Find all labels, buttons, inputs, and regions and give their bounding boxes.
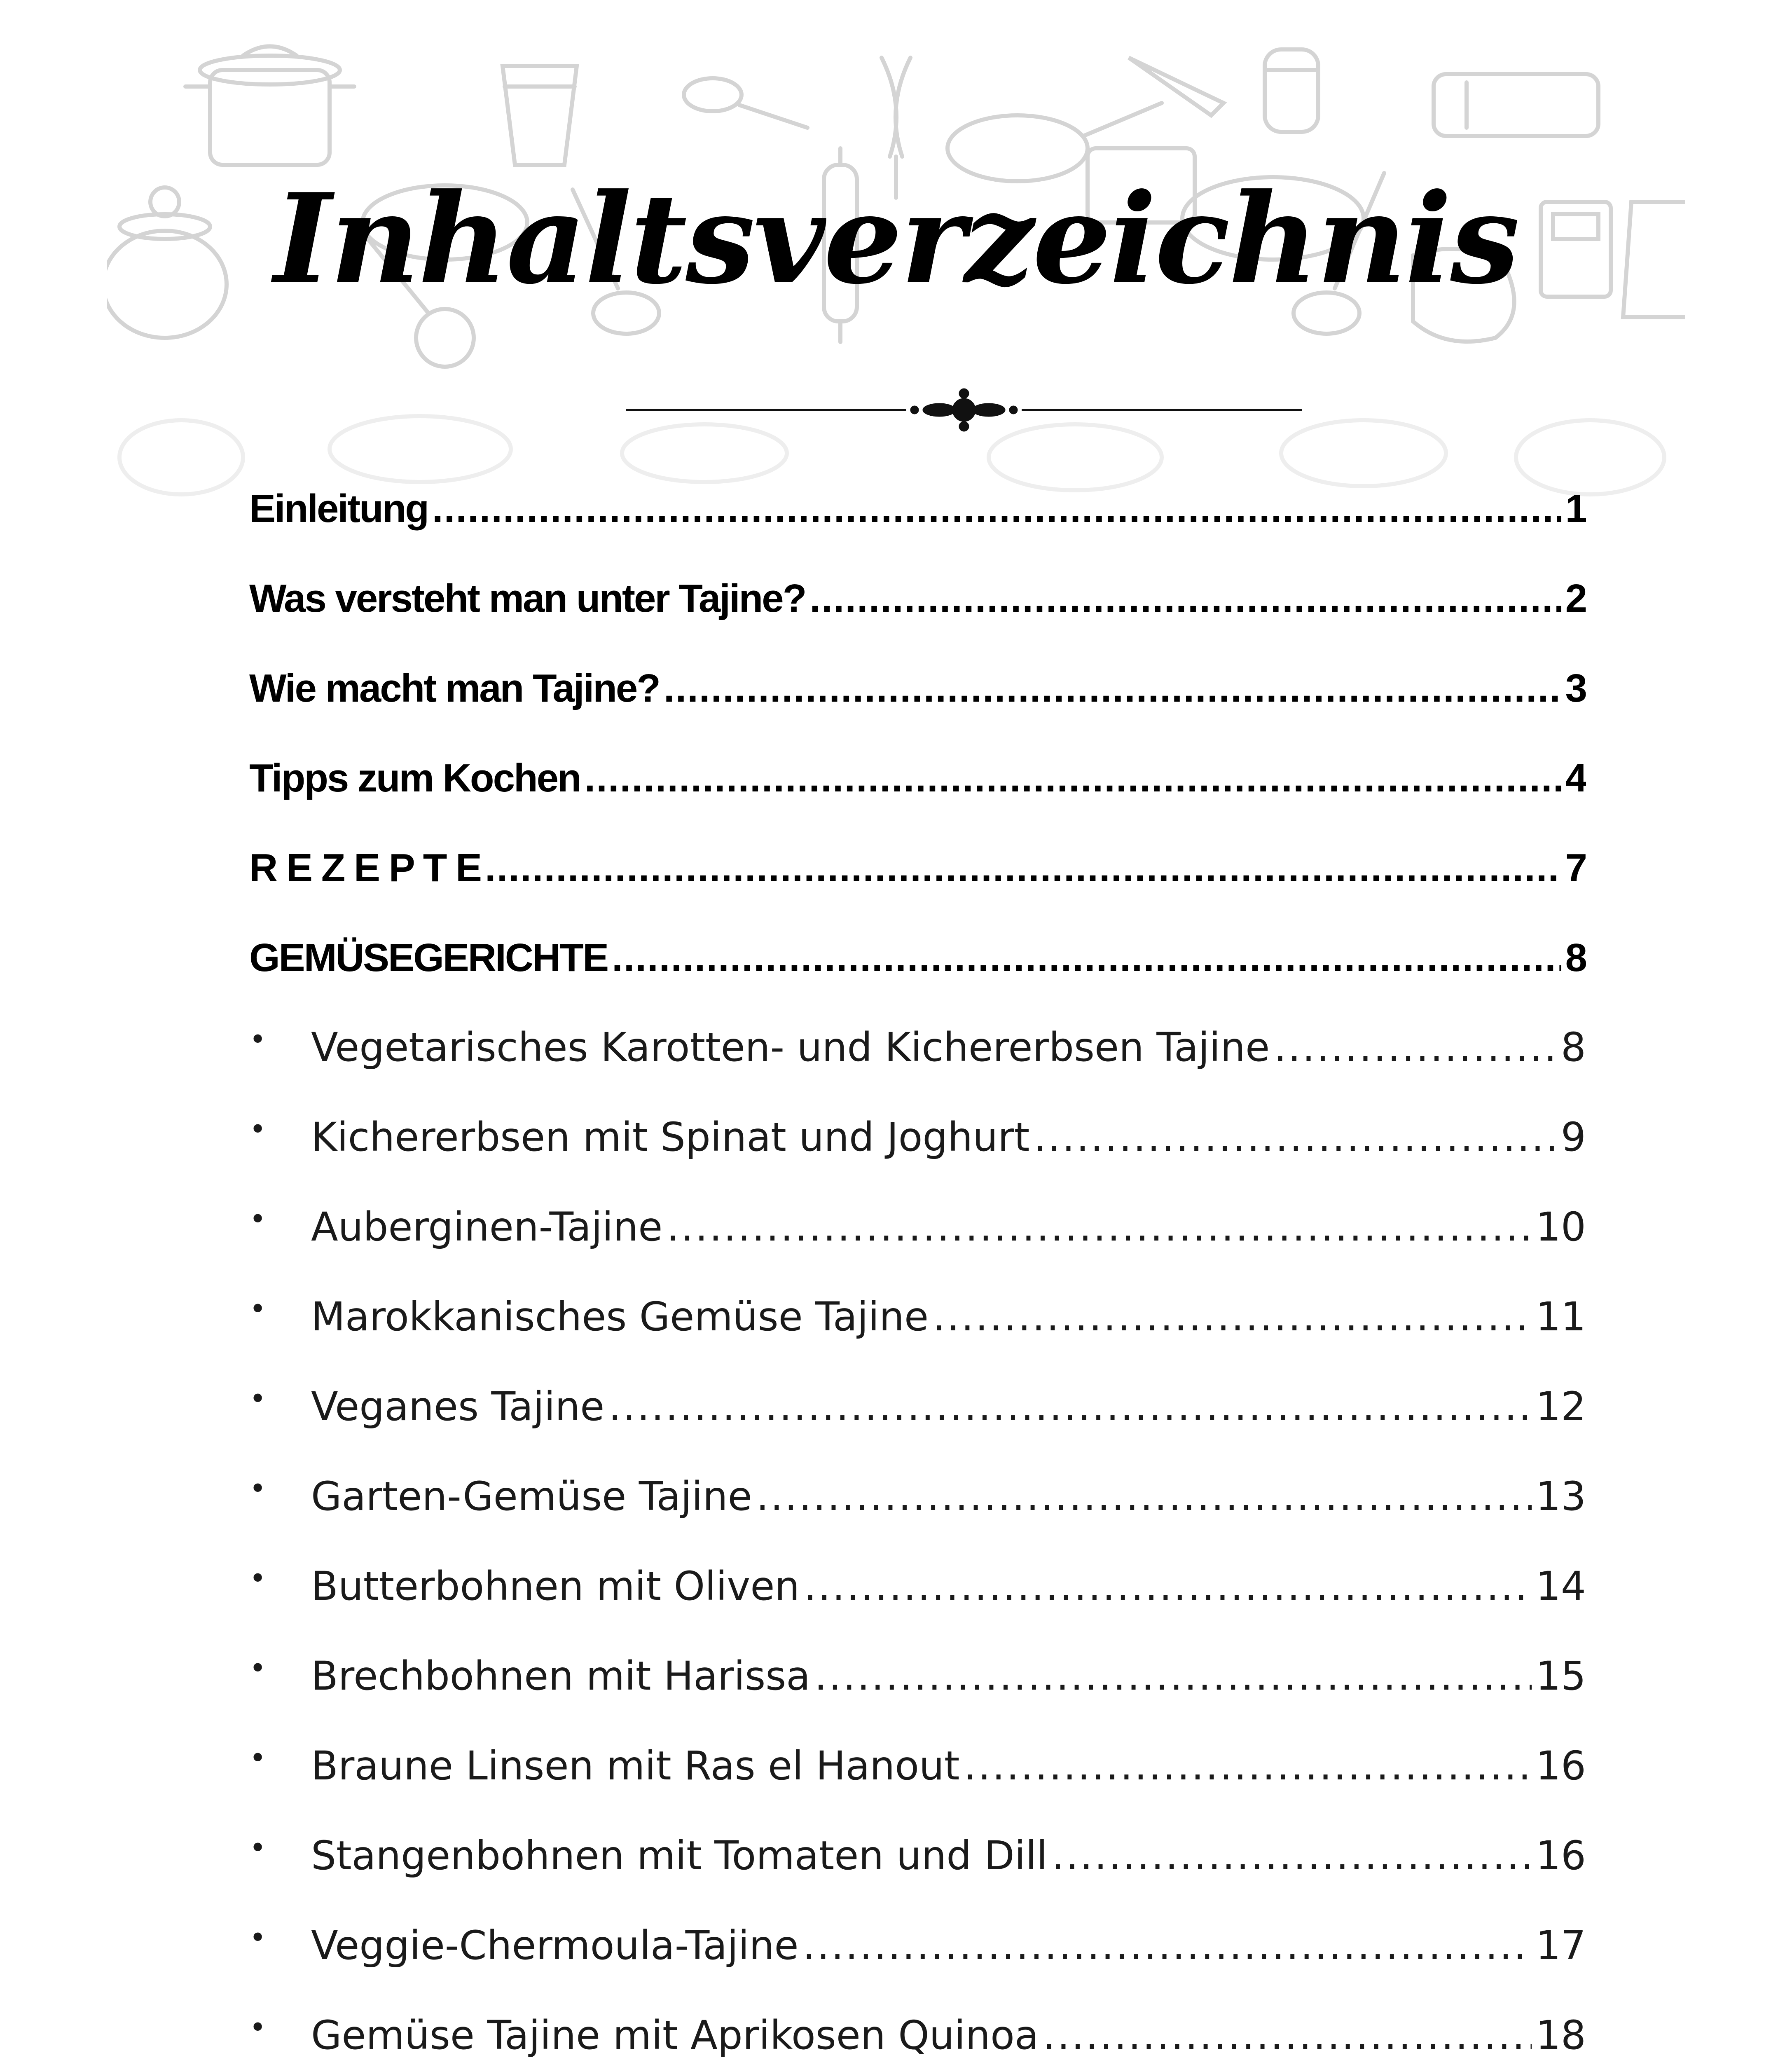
toc-leader-dots	[1043, 2012, 1532, 2058]
toc-entry-label: Garten-Gemüse Tajine	[311, 1473, 752, 1519]
toc-page-number: 17	[1535, 1922, 1586, 1969]
toc-entry-label: Butterbohnen mit Oliven	[311, 1563, 800, 1609]
bullet-icon: •	[249, 1382, 267, 1416]
toc-page-number: 13	[1535, 1473, 1586, 1519]
toc-recipe-entry[interactable]	[249, 1098, 1586, 1160]
page-title: Inhaltsverzeichnis	[274, 166, 1518, 311]
toc-entry-label: Einleitung	[249, 487, 428, 531]
toc-entry-tajine-howto[interactable]	[249, 649, 1586, 711]
toc-entry-label: Veggie-Chermoula-Tajine	[311, 1922, 799, 1969]
toc-entry-tipps[interactable]	[249, 739, 1586, 801]
toc-entry-label: Stangenbohnen mit Tomaten und Dill	[311, 1833, 1048, 1879]
toc-leader-dots	[667, 1204, 1532, 1250]
bullet-icon: •	[249, 1292, 267, 1326]
toc-page-number: 18	[1535, 2012, 1586, 2058]
toc-leader-dots	[1274, 1024, 1557, 1070]
toc-leader-dots	[804, 1563, 1532, 1609]
toc-leader-dots	[432, 486, 1561, 531]
bullet-icon: •	[249, 1202, 267, 1236]
toc-page-number: 14	[1535, 1563, 1586, 1609]
toc-recipe-entry[interactable]	[249, 1637, 1586, 1699]
toc-entry-label: Gemüse Tajine mit Aprikosen Quinoa	[311, 2012, 1039, 2058]
toc-leader-dots	[1052, 1833, 1532, 1879]
toc-entry-label: R E Z E P T E	[249, 846, 481, 890]
divider-ornament	[626, 387, 1302, 433]
cooking-pot-icon	[185, 47, 354, 165]
toc-recipe-entry[interactable]	[249, 1278, 1586, 1340]
toc-recipe-entry[interactable]	[249, 1727, 1586, 1789]
bullet-icon: •	[249, 2011, 267, 2044]
toc-leader-dots	[585, 756, 1561, 801]
toc-recipe-entry[interactable]	[249, 1188, 1586, 1250]
toc-leader-dots	[608, 1383, 1532, 1430]
glass-icon	[503, 66, 577, 165]
toc-entry-label: Vegetarisches Karotten- und Kichererbsen Tajine	[311, 1024, 1270, 1070]
knife-icon	[1129, 58, 1224, 115]
toc-leader-dots	[756, 1473, 1532, 1519]
toc-recipe-entry[interactable]	[249, 1368, 1586, 1430]
spoon-icon	[684, 78, 807, 128]
toc-page-number: 8	[1560, 1024, 1586, 1070]
toc-page-number: 8	[1565, 936, 1586, 980]
toc-entry-gemuesegerichte[interactable]	[249, 919, 1586, 981]
toc-page-number: 9	[1560, 1114, 1586, 1160]
toc-leader-dots	[933, 1294, 1532, 1340]
bullet-icon: •	[249, 1651, 267, 1685]
toc-entry-label: Kichererbsen mit Spinat und Joghurt	[311, 1114, 1030, 1160]
toc-page-number: 12	[1535, 1383, 1586, 1430]
toc-recipe-entry[interactable]	[249, 1997, 1586, 2058]
toc-entry-einleitung[interactable]	[249, 470, 1586, 531]
toc-leader-dots	[803, 1922, 1532, 1969]
toc-page-number: 15	[1535, 1653, 1586, 1699]
toc-entry-label: Veganes Tajine	[311, 1383, 605, 1430]
toc-leader-dots	[809, 576, 1561, 621]
toc-recipe-entry[interactable]	[249, 1547, 1586, 1609]
toc-leader-dots	[612, 935, 1561, 981]
bullet-icon: •	[249, 1472, 267, 1505]
toc-page-number: 11	[1535, 1294, 1586, 1340]
toc-page-number: 2	[1565, 576, 1586, 620]
toc-recipe-entry[interactable]	[249, 1907, 1586, 1969]
bullet-icon: •	[249, 1921, 267, 1955]
jar-icon	[1265, 49, 1318, 132]
toc-page-number: 10	[1535, 1204, 1586, 1250]
toc-recipe-entry[interactable]	[249, 1009, 1586, 1070]
mug-icon	[1434, 74, 1598, 136]
toc-entry-label: Brechbohnen mit Harissa	[311, 1653, 811, 1699]
toc-entry-label: Tipps zum Kochen	[249, 756, 580, 800]
toc-leader-dots	[1034, 1114, 1557, 1160]
toc-page-number: 16	[1535, 1833, 1586, 1879]
bullet-icon: •	[249, 1741, 267, 1775]
toc-entry-label: Was versteht man unter Tajine?	[249, 576, 806, 620]
toc-entry-rezepte[interactable]	[249, 829, 1586, 891]
toc-entry-label: Auberginen-Tajine	[311, 1204, 663, 1250]
toc-page-number: 1	[1565, 487, 1586, 531]
toc-leader-dots	[814, 1653, 1532, 1699]
toc-recipe-entry[interactable]	[249, 1458, 1586, 1519]
toc-leader-dots	[664, 666, 1561, 711]
bullet-icon: •	[249, 1561, 267, 1595]
bullet-icon: •	[249, 1831, 267, 1865]
toc-page-number: 16	[1535, 1743, 1586, 1789]
bullet-icon: •	[249, 1112, 267, 1146]
toc-leader-dots	[964, 1743, 1531, 1789]
toc-page-number: 3	[1565, 666, 1586, 710]
bullet-icon: •	[249, 1023, 267, 1056]
toc-entry-label: GEMÜSEGERICHTE	[249, 936, 608, 980]
toc-entry-label: Marokkanisches Gemüse Tajine	[311, 1294, 929, 1340]
toc-entry-label: Braune Linsen mit Ras el Hanout	[311, 1743, 960, 1789]
toc-entry-label: Wie macht man Tajine?	[249, 666, 660, 710]
toc-page-number: 4	[1565, 756, 1586, 800]
toc-recipe-entry[interactable]	[249, 1817, 1586, 1879]
toc-page-number: 7	[1565, 846, 1586, 890]
toc-entry-tajine-definition[interactable]	[249, 559, 1586, 621]
toc-leader-dots	[485, 845, 1561, 891]
